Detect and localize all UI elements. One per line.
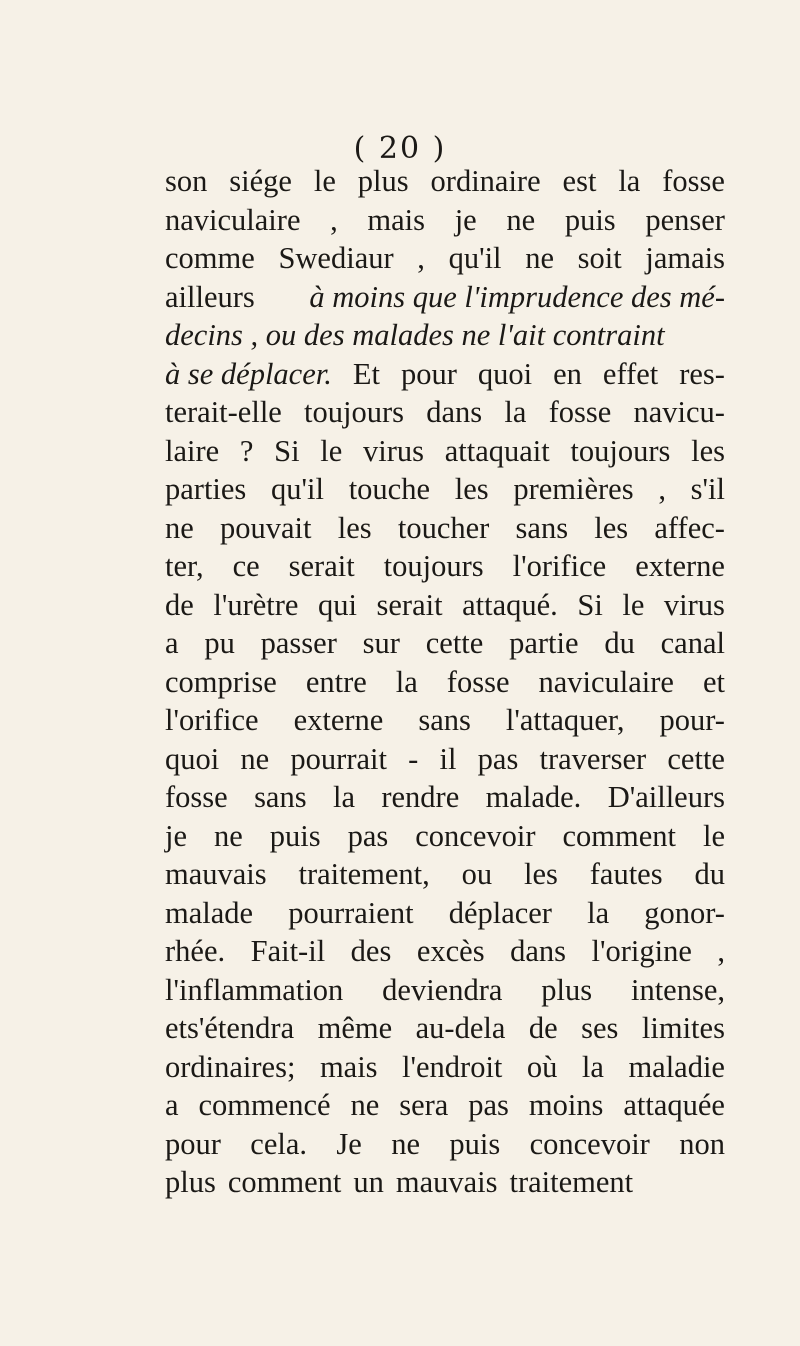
word: serait — [288, 549, 355, 583]
word: l'endroit — [402, 1049, 503, 1084]
word: les — [594, 510, 629, 545]
word: le — [702, 818, 725, 853]
word: puis — [564, 202, 616, 237]
word: puis — [269, 818, 321, 853]
word: du — [604, 626, 635, 660]
word: un — [353, 1165, 384, 1199]
word: pourrait — [290, 741, 387, 776]
word: comment — [227, 1165, 342, 1199]
word: naviculaire — [538, 664, 674, 699]
word: navicu- — [633, 395, 725, 429]
word: siége — [229, 164, 292, 198]
word: a — [165, 626, 179, 660]
word: D'ailleurs — [607, 780, 725, 814]
word: mais — [319, 1049, 378, 1084]
word: en — [553, 356, 582, 391]
word: ne — [350, 1088, 380, 1122]
word: comme — [165, 241, 255, 275]
word: mauvais — [165, 857, 267, 891]
word: à se déplacer. — [165, 356, 332, 391]
word: ne — [525, 241, 554, 275]
word: l'orifice — [165, 703, 259, 737]
word: passer — [260, 626, 337, 660]
word: le — [622, 587, 645, 622]
text-line — [165, 778, 725, 817]
word: s'il — [690, 472, 725, 506]
word: qu'il — [448, 241, 502, 275]
word: commencé — [198, 1088, 331, 1122]
word: externe — [293, 703, 384, 737]
text-line — [165, 509, 725, 548]
word: et — [702, 664, 725, 699]
word: ce — [232, 549, 260, 583]
word: sans — [254, 780, 307, 814]
text-line — [165, 701, 725, 740]
word: pourraient — [288, 895, 414, 930]
word: laire — [165, 433, 220, 468]
word: soit — [577, 241, 622, 275]
word: decins , ou des malades ne l'ait contraint — [165, 318, 665, 352]
word: naviculaire — [165, 202, 301, 237]
word: moins — [528, 1088, 604, 1122]
word: ne — [391, 1126, 420, 1161]
word: toujours — [570, 433, 671, 468]
text-line — [165, 855, 725, 894]
word: quoi — [477, 356, 533, 391]
word: traitement, — [298, 857, 430, 891]
text-line — [165, 432, 725, 471]
word: cette — [667, 741, 725, 776]
word: il — [439, 741, 457, 776]
word: attaquait — [444, 433, 550, 468]
word: l'urètre — [213, 587, 299, 622]
word: effet — [602, 356, 659, 391]
word: deviendra — [382, 972, 503, 1007]
word: au-dela — [415, 1011, 506, 1045]
text-line — [165, 971, 725, 1010]
word: pour — [165, 1126, 221, 1161]
word: les — [337, 510, 372, 545]
text-line — [165, 586, 725, 625]
page-number: ( 20 ) — [353, 131, 447, 166]
word: puis — [449, 1126, 501, 1161]
word: le — [313, 164, 336, 198]
word: virus — [363, 433, 424, 468]
word: , — [417, 241, 425, 275]
word: cette — [425, 626, 484, 660]
word: , — [658, 472, 666, 506]
word: sans — [515, 510, 569, 545]
word: la — [332, 780, 355, 814]
word: ou — [461, 857, 493, 891]
text-line — [165, 278, 725, 317]
word: fosse — [446, 664, 510, 699]
word: pas — [468, 1088, 509, 1122]
word: gonor- — [644, 895, 725, 930]
text-line — [165, 740, 725, 779]
body-text — [165, 162, 725, 1202]
word: où — [526, 1049, 558, 1084]
word: fosse — [548, 395, 612, 429]
word: Si — [274, 433, 300, 468]
word: mauvais — [395, 1165, 498, 1199]
word: des — [350, 934, 392, 968]
word: serait — [376, 587, 443, 622]
word: non — [679, 1126, 725, 1161]
text-line — [165, 162, 725, 201]
word: ne — [506, 202, 536, 237]
text-line — [165, 817, 725, 856]
text-line — [165, 201, 725, 240]
word: , — [717, 934, 725, 968]
word: malade — [165, 895, 254, 930]
word: touche — [348, 472, 431, 506]
word: traitement — [509, 1165, 634, 1199]
word: la — [395, 664, 418, 699]
word: l'orifice — [512, 549, 607, 583]
text-line — [165, 1009, 725, 1048]
word: l'origine — [591, 934, 692, 968]
word: de — [528, 1011, 558, 1045]
word: la — [504, 395, 527, 429]
word: ailleurs — [165, 279, 255, 314]
word: a — [165, 1088, 179, 1122]
text-line — [165, 355, 725, 394]
word: toujours — [383, 549, 484, 583]
text-line — [165, 663, 725, 702]
word: la — [618, 164, 641, 198]
word: pouvait — [220, 510, 312, 545]
text-line — [165, 1086, 725, 1125]
word: fosse — [165, 780, 228, 814]
word: déplacer — [448, 895, 552, 930]
text-line — [165, 932, 725, 971]
text-line — [165, 547, 725, 586]
word: Si — [577, 587, 603, 622]
text-line — [165, 393, 725, 432]
word: pas — [477, 741, 519, 776]
word: quoi — [165, 741, 220, 776]
word: partie — [509, 626, 579, 660]
word: parties — [165, 472, 247, 506]
word: pour- — [659, 703, 725, 737]
word: les — [691, 433, 725, 468]
word: pas — [347, 818, 389, 853]
word: comment — [562, 818, 676, 853]
word: rhée. — [165, 934, 226, 968]
word: cela. — [250, 1126, 308, 1161]
word: sans — [418, 703, 471, 737]
word: comprise — [165, 664, 277, 699]
word: externe — [635, 549, 725, 583]
word: jamais — [645, 241, 725, 275]
word: la — [587, 895, 610, 930]
word: rendre — [381, 780, 460, 814]
text-line — [165, 1125, 725, 1164]
word: pour — [400, 356, 457, 391]
word: je — [165, 818, 188, 853]
word: du — [694, 857, 725, 891]
word: concevoir — [529, 1126, 650, 1161]
word: même — [317, 1011, 393, 1045]
word: excès — [416, 934, 485, 968]
word: l'inflammation — [165, 972, 344, 1007]
word: maladie — [628, 1049, 725, 1084]
word: entre — [305, 664, 367, 699]
word: ter, — [165, 549, 204, 583]
text-line — [165, 239, 725, 278]
word: ordinaire — [430, 164, 541, 198]
word: plus — [541, 972, 593, 1007]
word: virus — [663, 587, 725, 622]
word: terait-elle — [165, 395, 282, 429]
word: Et — [352, 356, 380, 391]
word: Swediaur — [278, 241, 394, 275]
word: affec- — [654, 510, 725, 545]
word: ? — [239, 433, 254, 468]
word: attaquée — [623, 1088, 725, 1122]
word: sur — [362, 626, 400, 660]
word: , — [330, 202, 338, 237]
word: à moins que l'imprudence des mé- — [309, 279, 725, 314]
word: fautes — [589, 857, 663, 891]
word: ordinaires; — [165, 1049, 296, 1084]
text-line — [165, 624, 725, 663]
word: penser — [645, 202, 725, 237]
word: les — [454, 472, 489, 506]
word: toucher — [397, 510, 490, 545]
word: premières — [513, 472, 634, 506]
word: je — [454, 202, 477, 237]
word: pu — [204, 626, 235, 660]
word: limites — [641, 1011, 725, 1045]
word: qui — [317, 587, 357, 622]
word: res- — [679, 356, 725, 391]
word: dans — [510, 934, 566, 968]
word: plus — [165, 1165, 216, 1199]
word: plus — [357, 164, 409, 198]
word: les — [524, 857, 558, 891]
word: ne — [240, 741, 270, 776]
word: mais — [367, 202, 426, 237]
word: Je — [336, 1126, 362, 1161]
word: son — [165, 164, 208, 198]
word: concevoir — [415, 818, 536, 853]
word: la — [581, 1049, 604, 1084]
word: ets'étendra — [165, 1011, 295, 1045]
text-line — [165, 894, 725, 933]
word: intense, — [630, 972, 725, 1007]
word: qu'il — [271, 472, 324, 506]
text-line — [165, 1048, 725, 1087]
word: Fait-il — [250, 934, 326, 968]
word: ne — [214, 818, 243, 853]
word: ses — [581, 1011, 619, 1045]
word: est — [562, 164, 597, 198]
word: dans — [426, 395, 483, 429]
word: sera — [399, 1088, 449, 1122]
text-line — [165, 470, 725, 509]
word: - — [408, 741, 419, 776]
text-line — [165, 316, 725, 355]
word: traverser — [539, 741, 647, 776]
word: de — [165, 587, 194, 622]
word: toujours — [304, 395, 405, 429]
text-line — [165, 1163, 725, 1202]
word: ne — [165, 510, 194, 545]
word: attaqué. — [462, 587, 558, 622]
word: canal — [660, 626, 725, 660]
word: l'attaquer, — [505, 703, 625, 737]
word: le — [320, 433, 343, 468]
word: fosse — [662, 164, 725, 198]
word: malade. — [485, 780, 582, 814]
